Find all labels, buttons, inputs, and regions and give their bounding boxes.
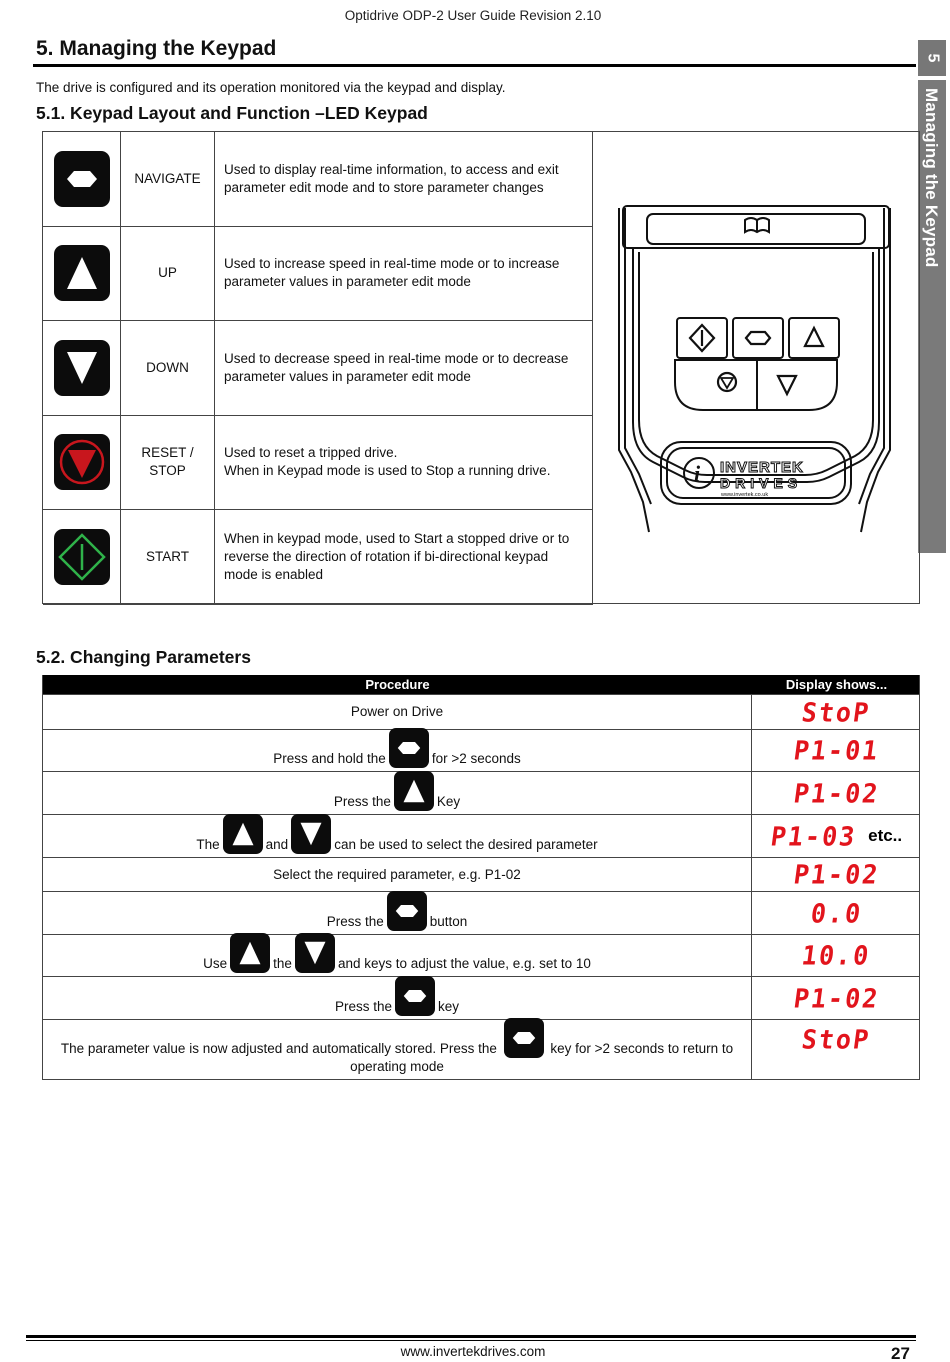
navigate-key-icon xyxy=(504,1018,544,1058)
display-readout: P1-03 xyxy=(768,820,859,852)
keypad-function-table xyxy=(42,131,920,604)
key-description: Used to increase speed in real-time mode or to increase parameter values in parameter edit mode xyxy=(215,227,593,321)
display-readout: P1-02 xyxy=(791,777,882,809)
procedure-row: The and can be used to select the desired parameter P1-03 etc.. xyxy=(43,814,919,857)
logo-brand-top: INVERTEK xyxy=(720,459,804,476)
procedure-row: Press the Key P1-02 xyxy=(43,771,919,814)
display-readout: P1-02 xyxy=(791,982,882,1014)
display-readout: 10.0 xyxy=(800,940,873,971)
navigate-key-icon xyxy=(387,891,427,931)
footer-divider-thin xyxy=(26,1340,916,1341)
keypad-layout-heading: 5.1. Keypad Layout and Function –LED Keypad xyxy=(36,103,428,123)
intro-text: The drive is configured and its operation monitored via the keypad and display. xyxy=(36,80,506,95)
title-divider xyxy=(33,64,916,67)
navigate-key-icon xyxy=(395,976,435,1016)
key-name: UP xyxy=(121,227,215,321)
footer-url: www.invertekdrives.com xyxy=(400,1344,546,1359)
page-title: 5. Managing the Keypad xyxy=(36,37,277,60)
keypad-row-up xyxy=(43,227,593,322)
display-readout: P1-01 xyxy=(791,735,882,766)
procedure-table-header xyxy=(43,675,919,694)
svg-text:i: i xyxy=(694,461,701,486)
up-key-icon xyxy=(230,933,270,973)
logo-brand-bottom: DRIVES xyxy=(720,475,803,491)
keypad-row-navigate xyxy=(43,132,593,227)
procedure-row: The parameter value is now adjusted and automatically stored. Press the key for >2 seconds to return to operating mode StoP xyxy=(43,1019,919,1079)
display-suffix: etc.. xyxy=(868,826,903,845)
key-name: START xyxy=(121,510,215,604)
down-key-icon xyxy=(54,340,110,396)
reset-stop-key-icon xyxy=(54,434,110,490)
keypad-drawing xyxy=(593,132,920,603)
procedure-row: Press and hold the for >2 seconds P1-01 xyxy=(43,729,919,771)
procedure-row: Press the key P1-02 xyxy=(43,976,919,1019)
procedure-row: Power on Drive StoP xyxy=(43,694,919,729)
display-readout: StoP xyxy=(800,1024,873,1055)
up-key-icon xyxy=(394,771,434,811)
navigate-key-icon xyxy=(389,728,429,768)
key-name: DOWN xyxy=(121,321,215,415)
keypad-row-reset-stop xyxy=(43,416,593,511)
running-header: Optidrive ODP-2 User Guide Revision 2.10 xyxy=(344,8,602,23)
down-key-icon xyxy=(291,814,331,854)
key-description: When in keypad mode, used to Start a stopped drive or to reverse the direction of rotation if bi-directional keypad mode is enabled xyxy=(215,510,593,604)
key-description: Used to display real-time information, to access and exit parameter edit mode and to store parameter changes xyxy=(215,132,593,226)
start-key-icon xyxy=(54,529,110,585)
procedure-table xyxy=(42,675,920,1080)
display-readout: StoP xyxy=(800,696,873,728)
key-name: NAVIGATE xyxy=(121,132,215,226)
procedure-row: Use the and keys to adjust the value, e.g. set to 10 10.0 xyxy=(43,934,919,976)
navigate-key-icon xyxy=(54,151,110,207)
key-description: Used to decrease speed in real-time mode or to decrease parameter values in parameter edit mode xyxy=(215,321,593,415)
chapter-tab-label: Managing the Keypad xyxy=(922,88,941,268)
chapter-tab-number: 5 xyxy=(918,40,946,76)
display-readout: 0.0 xyxy=(808,897,865,929)
changing-parameters-heading: 5.2. Changing Parameters xyxy=(36,647,251,667)
up-key-icon xyxy=(223,814,263,854)
column-header-procedure: Procedure xyxy=(365,677,430,692)
key-description: Used to reset a tripped drive. When in Keypad mode is used to Stop a running drive. xyxy=(215,416,593,510)
logo-url: www.invertek.co.uk xyxy=(721,492,769,498)
display-readout: P1-02 xyxy=(791,859,882,890)
chapter-tab xyxy=(918,80,946,553)
key-name: RESET / STOP xyxy=(121,416,215,510)
down-key-icon xyxy=(295,933,335,973)
procedure-row: Select the required parameter, e.g. P1-02 P1-02 xyxy=(43,857,919,891)
page-number: 27 xyxy=(891,1344,910,1362)
keypad-row-start xyxy=(43,510,593,605)
column-header-display: Display shows... xyxy=(785,677,888,692)
procedure-row: Press the button 0.0 xyxy=(43,891,919,934)
keypad-illustration xyxy=(593,132,920,603)
keypad-row-down xyxy=(43,321,593,416)
footer-divider xyxy=(26,1335,916,1338)
up-key-icon xyxy=(54,245,110,301)
